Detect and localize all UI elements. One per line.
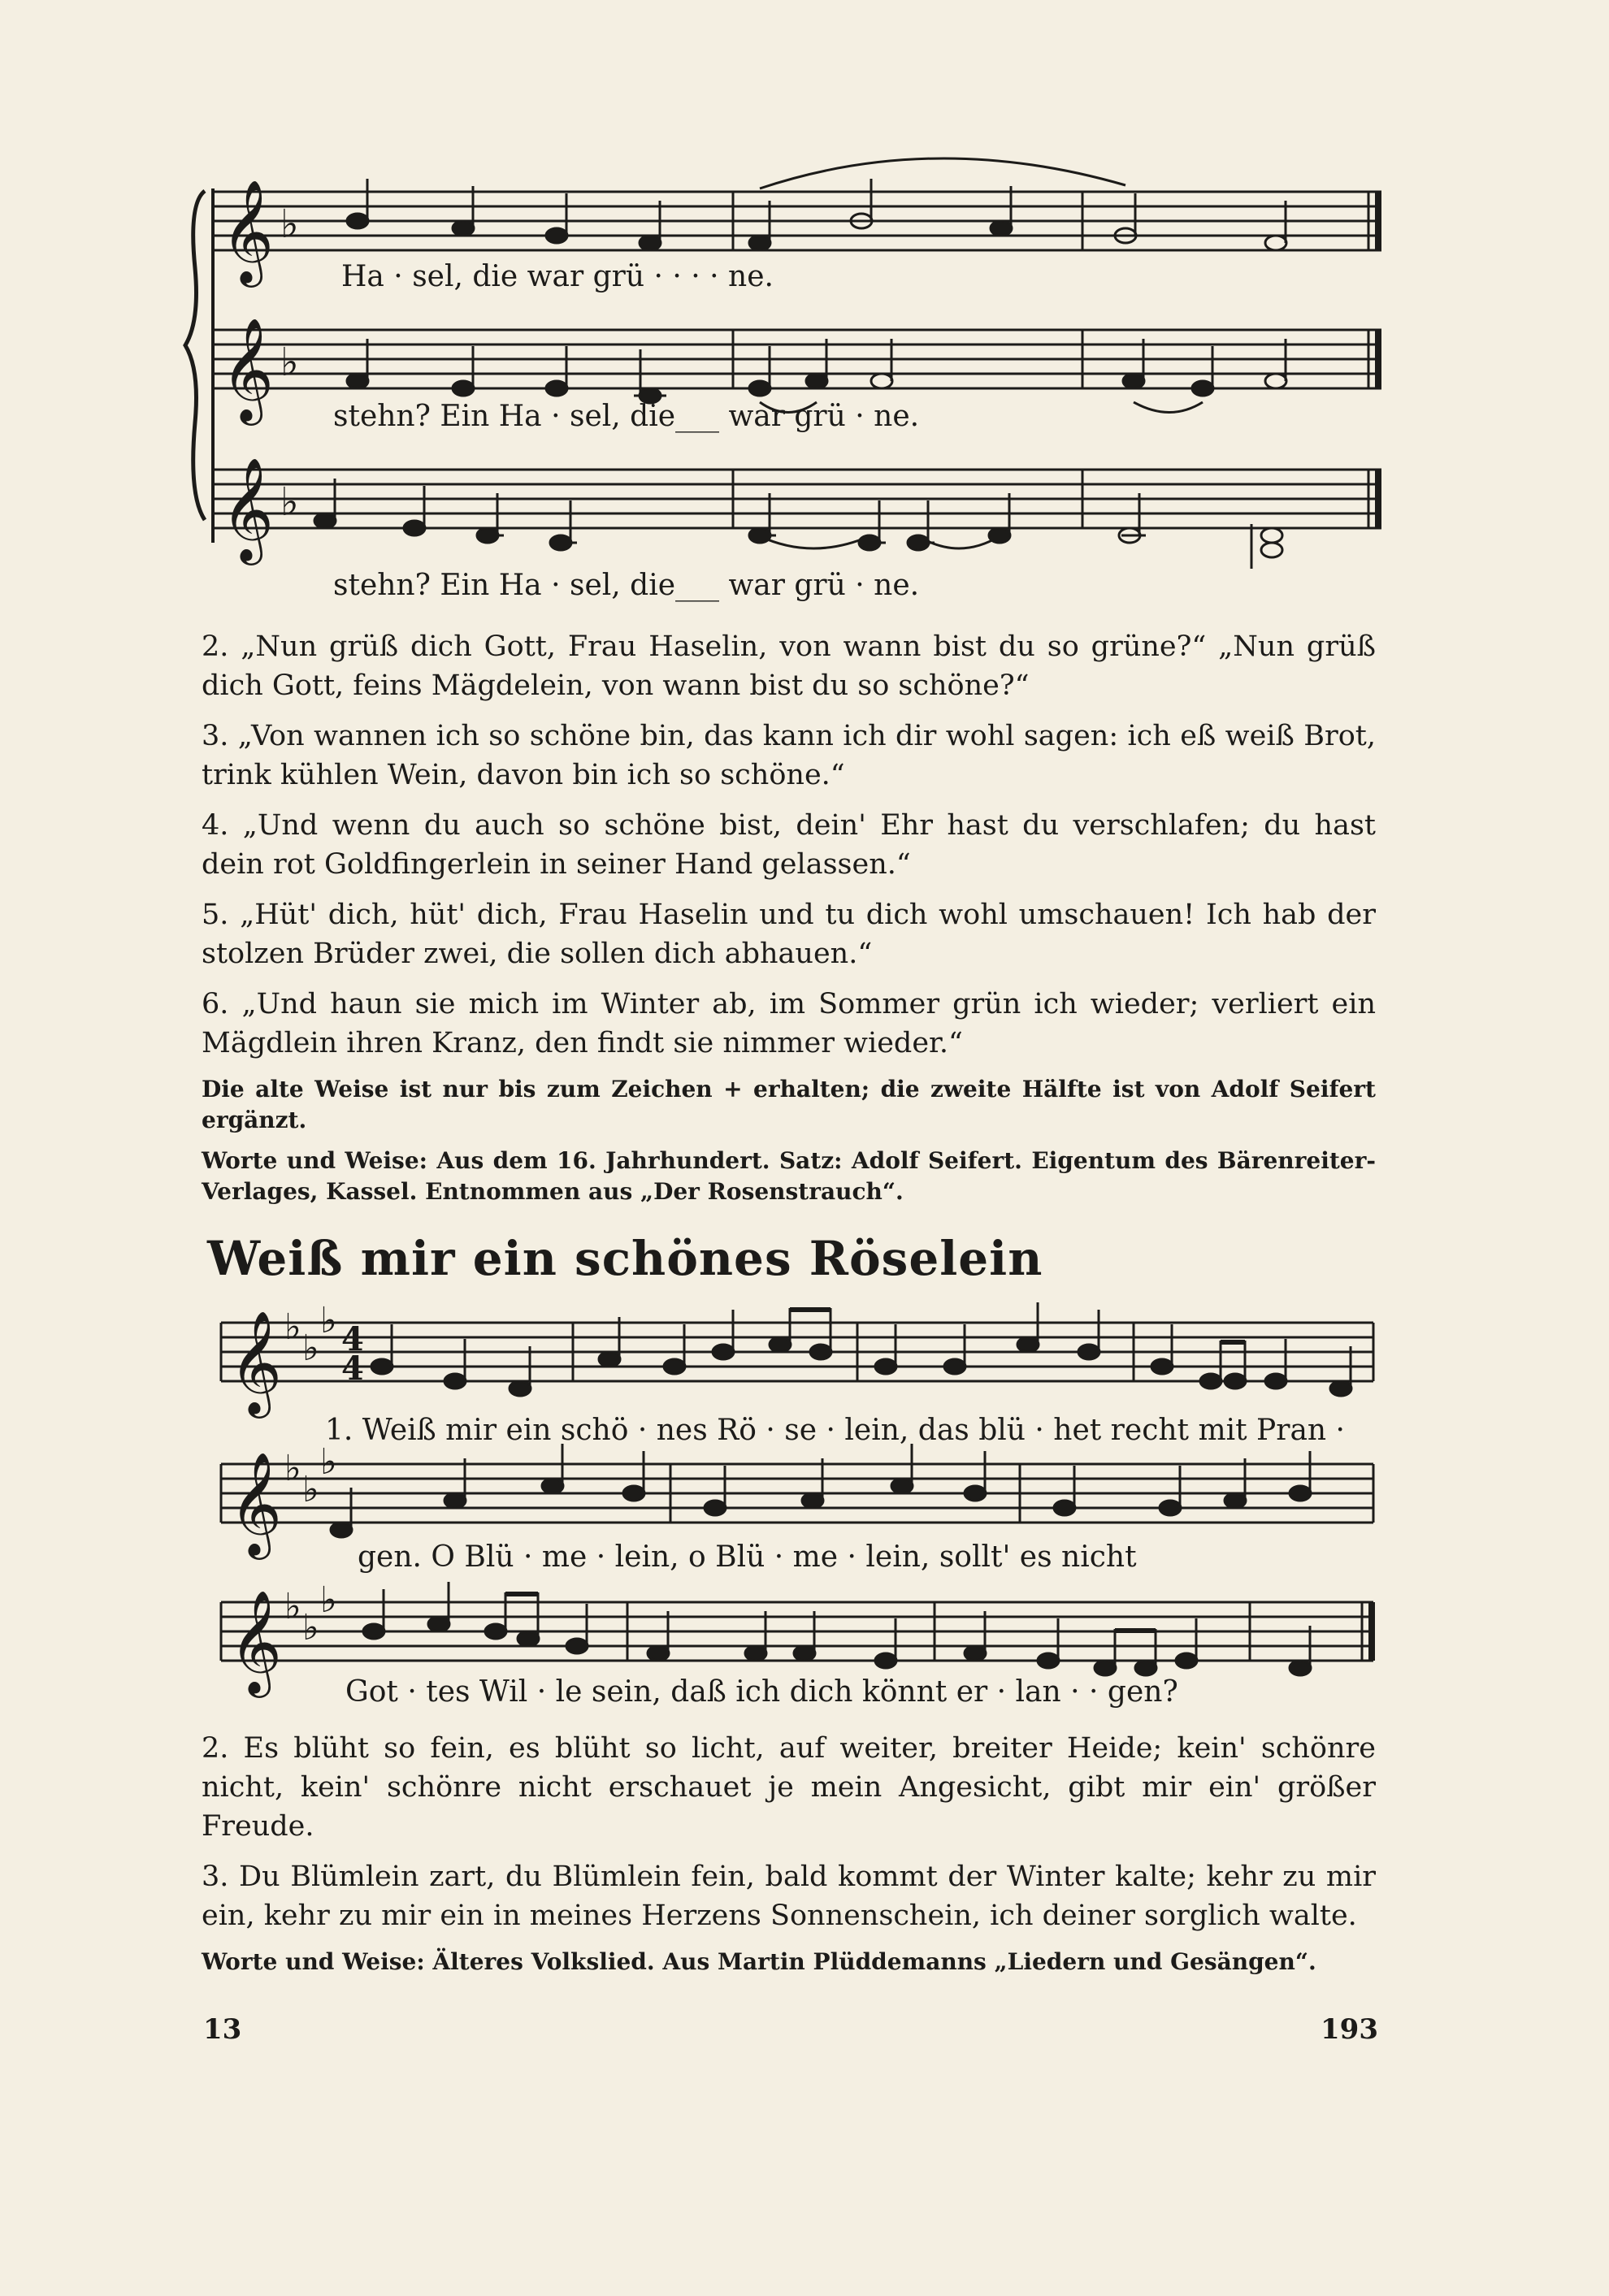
svg-text:♭: ♭ <box>320 1579 337 1621</box>
staff-1a <box>213 192 1381 250</box>
song2-lyrics-staff-3: Got · tes Wil · le sein, daß ich dich könnt er · lan · · gen? <box>345 1675 1178 1709</box>
lyrics-staff-2: stehn? Ein Ha · sel, die___ war grü · ne. <box>333 400 920 433</box>
song2-lyrics-staff-2: gen. O Blü · me · lein, o Blü · me · lein, sollt' es nicht <box>358 1540 1137 1574</box>
svg-text:𝄞: 𝄞 <box>229 1589 283 1693</box>
svg-text:♭: ♭ <box>280 201 299 247</box>
song1-note: Die alte Weise ist nur bis zum Zeichen + erhalten; die zweite Hälfte ist von Adolf Seifert ergänzt. <box>202 1076 1376 1133</box>
song2-credits: Worte und Weise: Älteres Volkslied. Aus Martin Plüddemanns „Liedern und Gesängen“. <box>202 1948 1316 1975</box>
svg-text:♭: ♭ <box>284 1448 301 1489</box>
page-number-left: 13 <box>203 2013 242 2046</box>
svg-text:♭: ♭ <box>302 1607 319 1648</box>
svg-text:♭: ♭ <box>320 1441 337 1483</box>
svg-text:♭: ♭ <box>302 1328 319 1369</box>
lyrics-staff-1: Ha · sel, die war grü · · · · ne. <box>341 260 774 293</box>
svg-text:♭: ♭ <box>320 1300 337 1341</box>
lyrics-staff-3: stehn? Ein Ha · sel, die___ war grü · ne. <box>333 569 920 602</box>
page-number-right: 193 <box>1321 2013 1378 2046</box>
svg-text:♭: ♭ <box>284 1306 301 1348</box>
verse-2: 2. „Nun grüß dich Gott, Frau Haselin, von wann bist du so grüne?“ „Nun grüß dich Gott, feins Mägdelein, von wann bist du so schöne?“ <box>202 630 1376 702</box>
song2-title: Weiß mir ein schönes Röselein <box>207 1231 1043 1286</box>
song2-verses <box>202 1729 1376 1987</box>
verse-5: 5. „Hüt' dich, hüt' dich, Frau Haselin und tu dich wohl umschauen! Ich hab der stolzen Brüder zwei, die sollen dich abhauen.“ <box>202 899 1376 970</box>
staff-1b <box>213 330 1381 388</box>
verse-4: 4. „Und wenn du auch so schöne bist, dein' Ehr hast du verschlafen; du hast dein rot Goldfingerlein in seiner Hand gelassen.“ <box>202 809 1376 881</box>
song2-verse-2: 2. Es blüht so fein, es blüht so licht, auf weiter, breiter Heide; kein' schönre nicht, kein' schönre nicht erschauet je mein Angesicht, gibt mir ein' größer Freude. <box>202 1732 1376 1843</box>
svg-text:♭: ♭ <box>280 340 299 385</box>
svg-text:𝄞: 𝄞 <box>221 317 275 421</box>
song2-verse-3: 3. Du Blümlein zart, du Blümlein fein, bald kommt der Winter kalte; kehr zu mir ein, kehr zu mir ein in meines Herzens Sonnenschein, ich deiner sorglich walte. <box>202 1861 1376 1932</box>
svg-text:𝄞: 𝄞 <box>221 457 275 561</box>
svg-text:4: 4 <box>341 1320 364 1358</box>
svg-text:𝄞: 𝄞 <box>229 1451 283 1555</box>
song2-lyrics-staff-1: 1. Weiß mir ein schö · nes Rö · se · lein, das blü · het recht mit Pran · <box>325 1414 1345 1447</box>
svg-text:𝄞: 𝄞 <box>229 1310 283 1414</box>
svg-text:𝄞: 𝄞 <box>221 179 275 283</box>
svg-text:♭: ♭ <box>302 1469 319 1510</box>
staff-2a <box>221 1323 1373 1381</box>
verse-6: 6. „Und haun sie mich im Winter ab, im Sommer grün ich wieder; verliert ein Mägdlein ihren Kranz, den findt sie nimmer wieder.“ <box>202 988 1376 1059</box>
staff-2b <box>221 1464 1373 1523</box>
song1-verses <box>202 627 1376 1217</box>
verse-3: 3. „Von wannen ich so schöne bin, das kann ich dir wohl sagen: ich eß weiß Brot, trink kühlen Wein, davon bin ich so schöne.“ <box>202 720 1376 791</box>
staff-1c <box>213 470 1381 528</box>
song1-credits: Worte und Weise: Aus dem 16. Jahrhundert. Satz: Adolf Seifert. Eigentum des Bärenreiter-Verlages, Kassel. Entnommen aus „Der Rosenstrauch“. <box>202 1147 1376 1205</box>
svg-text:♭: ♭ <box>280 479 299 525</box>
svg-text:♭: ♭ <box>284 1586 301 1627</box>
svg-text:4: 4 <box>341 1349 364 1388</box>
